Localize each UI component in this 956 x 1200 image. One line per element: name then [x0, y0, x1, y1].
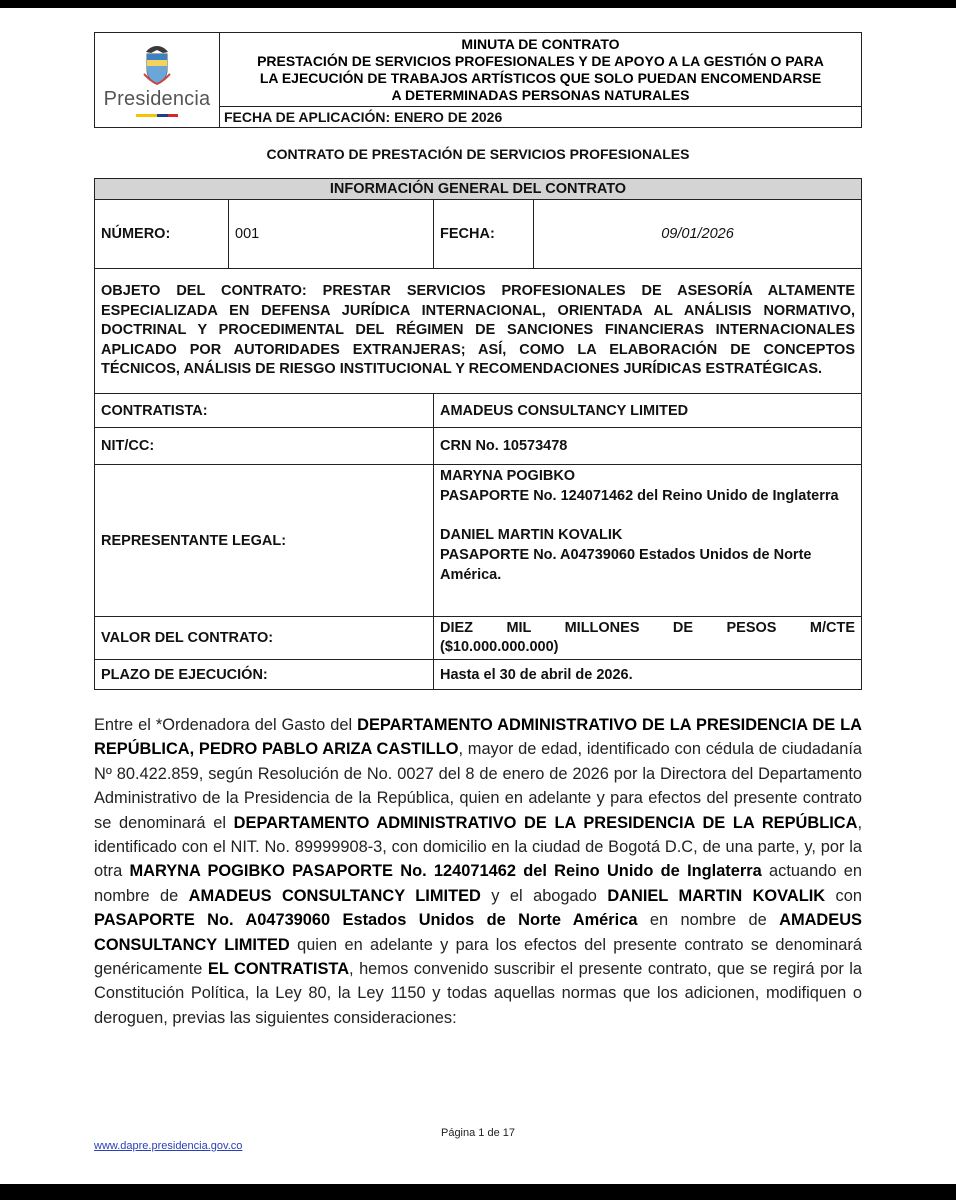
plazo-value: Hasta el 30 de abril de 2026. — [434, 660, 862, 690]
rep2-doc: PASAPORTE No. A04739060 Estados Unidos de Norte América. — [440, 547, 812, 583]
logo-cell — [95, 33, 220, 128]
body-emphasis: AMADEUS CONSULTANCY LIMITED — [188, 886, 481, 905]
header-title-line: LA EJECUCIÓN DE TRABAJOS ARTÍSTICOS QUE SOLO PUEDAN ENCOMENDARSE — [259, 69, 822, 86]
flag-red — [168, 114, 179, 117]
valor-value — [434, 617, 862, 660]
contratista-value: AMADEUS CONSULTANCY LIMITED — [434, 394, 862, 428]
logo-wordmark: Presidencia — [103, 87, 211, 110]
fecha-label: FECHA: — [434, 200, 534, 269]
representante-value — [434, 465, 862, 617]
fecha-value: 09/01/2026 — [534, 200, 862, 269]
bottom-frame-bar — [0, 1184, 956, 1200]
website-link[interactable]: www.dapre.presidencia.gov.co — [94, 1140, 243, 1152]
rep1-doc: PASAPORTE No. 124071462 del Reino Unido de Inglaterra — [440, 488, 839, 504]
fecha-aplicacion: FECHA DE APLICACIÓN: ENERO DE 2026 — [220, 107, 862, 128]
document-header — [94, 32, 862, 128]
body-emphasis: DEPARTAMENTO ADMINISTRATIVO DE LA PRESIDENCIA DE LA REPÚBLICA, PEDRO PABLO ARIZA CASTILLO — [94, 716, 862, 759]
nit-value: CRN No. 10573478 — [434, 428, 862, 465]
body-text: actuando en nombre de — [94, 862, 862, 905]
plazo-label: PLAZO DE EJECUCIÓN: — [95, 660, 434, 690]
rep2-name: DANIEL MARTIN KOVALIK — [440, 527, 623, 543]
flag-yellow — [136, 114, 157, 117]
body-emphasis: DEPARTAMENTO ADMINISTRATIVO DE LA PRESIDENCIA DE LA REPÚBLICA — [233, 813, 858, 832]
numero-value: 001 — [229, 200, 434, 269]
body-text: Entre el *Ordenadora del Gasto del — [94, 716, 358, 734]
body-emphasis: PASAPORTE No. A04739060 Estados Unidos de Norte América — [94, 911, 638, 930]
page-number: Página 1 de 17 — [440, 1127, 515, 1139]
flag-blue — [157, 114, 168, 117]
body-text: , hemos convenido suscribir el presente contrato, que se regirá por la Constitución Política, la Ley 80, la Ley 1150 y todas aquellas normas que los adicionen, modifiquen o deroguen, previas las siguientes consideraciones: — [94, 960, 862, 1027]
body-emphasis: AMADEUS CONSULTANCY LIMITED — [94, 911, 862, 954]
objeto-del-contrato: OBJETO DEL CONTRATO: PRESTAR SERVICIOS PROFESIONALES DE ASESORÍA ALTAMENTE ESPECIALIZADA EN DEFENSA JURÍDICA INTERNACIONAL, ORIENTADA AL ANÁLISIS NORMATIVO, DOCTRINAL Y PROCEDIMENTAL DEL RÉGIMEN DE SANCIONES FINANCIERAS INTERNACIONALES APLICADO POR AUTORIDADES EXTRANJERAS; ASÍ, COMO LA ELABORACIÓN DE CONCEPTOS TÉCNICOS, ANÁLISIS DE RIESGO INSTITUCIONAL Y RECOMENDACIONES JURÍDICAS ESTRATÉGICAS. — [95, 269, 862, 394]
valor-number: ($10.000.000.000) — [440, 639, 559, 655]
body-emphasis: MARYNA POGIBKO PASAPORTE No. 124071462 del Reino Unido de Inglaterra — [129, 862, 762, 881]
document-title: CONTRATO DE PRESTACIÓN DE SERVICIOS PROFESIONALES — [266, 146, 690, 162]
presidencia-logo — [95, 44, 219, 117]
representante-label: REPRESENTANTE LEGAL: — [95, 465, 434, 617]
body-text: , mayor de edad, identificado con cédula de ciudadanía Nº 80.422.859, según Resolución de No. 0027 del 8 de enero de 2026 por la Directora del Departamento Administrativo de la Presidencia de la República, quien en adelante y para efectos del presente contrato se denominará el — [94, 740, 862, 832]
flag-stripe — [136, 114, 178, 117]
body-emphasis: EL CONTRATISTA — [207, 960, 350, 979]
body-text: con — [825, 886, 862, 905]
body-text: , identificado con el NIT. No. 89999908-3, con domicilio en la ciudad de Bogotá D.C, de una parte, y, por la otra — [94, 813, 862, 881]
contract-body-paragraph — [94, 713, 862, 1030]
coat-of-arms-icon — [142, 44, 172, 86]
top-frame-bar — [0, 0, 956, 8]
header-title-line: MINUTA DE CONTRATO — [461, 35, 620, 52]
contract-info-table — [94, 178, 862, 690]
body-emphasis: DANIEL MARTIN KOVALIK — [607, 886, 826, 905]
nit-label: NIT/CC: — [95, 428, 434, 465]
body-text: y el abogado — [480, 886, 608, 905]
numero-label: NÚMERO: — [95, 200, 229, 269]
header-title — [220, 33, 862, 107]
header-title-line: A DETERMINADAS PERSONAS NATURALES — [391, 86, 690, 103]
rep1-name: MARYNA POGIBKO — [440, 468, 576, 484]
body-text: quien en adelante y para los efectos del presente contrato se denominará genéricamente — [94, 935, 862, 979]
section-heading: INFORMACIÓN GENERAL DEL CONTRATO — [95, 179, 862, 200]
valor-label: VALOR DEL CONTRATO: — [95, 617, 434, 660]
body-text: en nombre de — [637, 911, 780, 930]
rep-spacer — [440, 506, 855, 525]
header-title-line: PRESTACIÓN DE SERVICIOS PROFESIONALES Y DE APOYO A LA GESTIÓN O PARA — [257, 52, 824, 69]
contratista-label: CONTRATISTA: — [95, 394, 434, 428]
valor-words: DIEZ MIL MILLONES DE PESOS M/CTE — [440, 620, 855, 636]
